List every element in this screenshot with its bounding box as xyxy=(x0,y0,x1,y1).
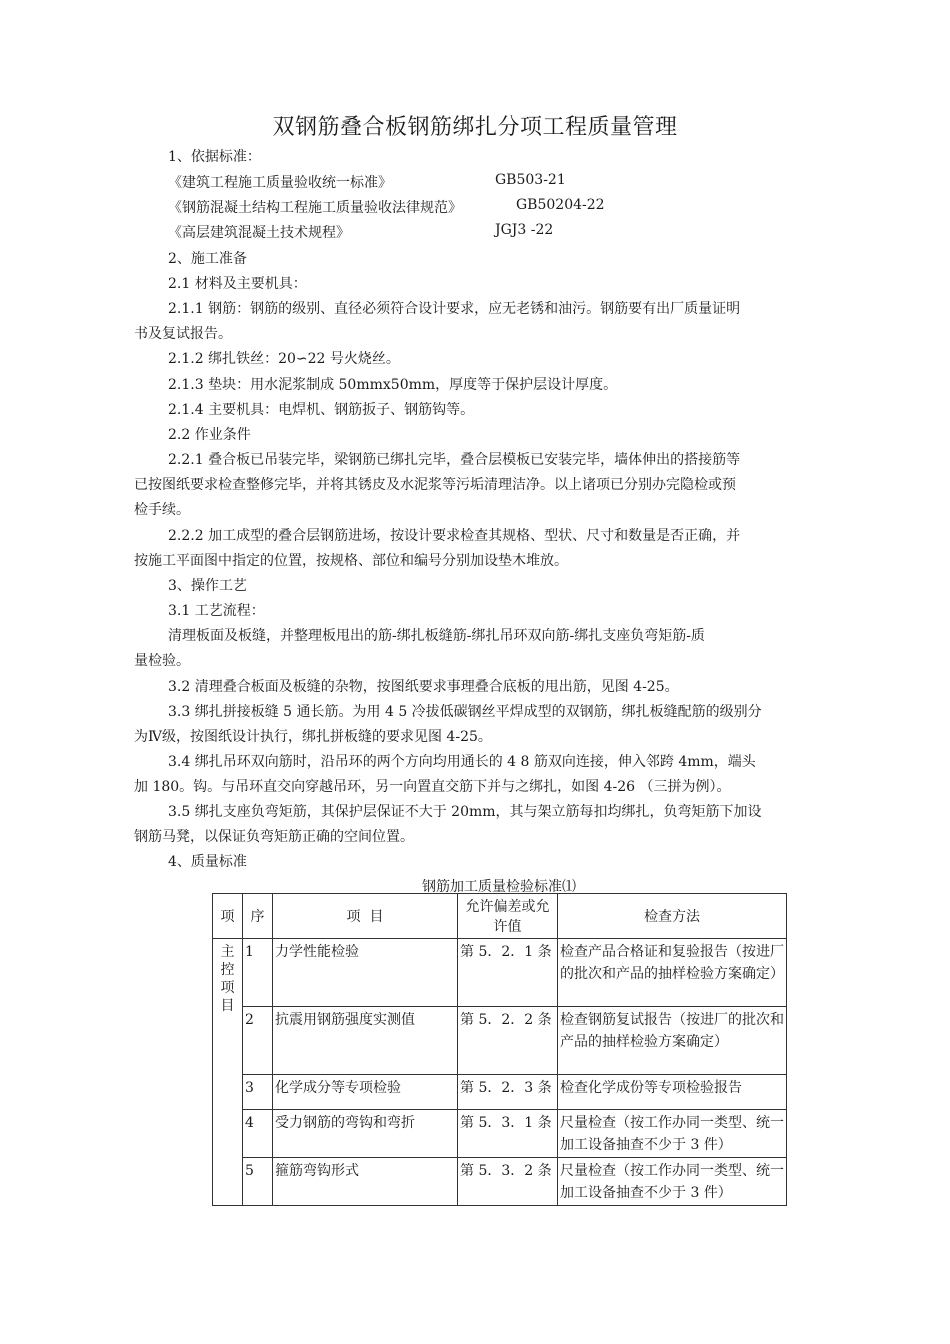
header-category: 项 xyxy=(213,894,243,939)
paragraph-line: 2.1.1 钢筋：钢筋的级别、直径必须符合设计要求，应无老锈和油污。钢筋要有出厂质量证明 xyxy=(168,301,741,317)
standard-code: GB50204-22 xyxy=(516,197,605,213)
paragraph-line: 钢筋马凳，以保证负弯矩筋正确的空间位置。 xyxy=(134,829,414,845)
table-caption: 钢筋加工质量检验标准⑴ xyxy=(422,879,576,895)
standard-name: 《建筑工程施工质量验收统一标准》 xyxy=(168,175,392,191)
paragraph-line: 2.2.1 叠合板已吊装完毕，梁钢筋已绑扎完毕，叠合层模板已安装完毕，墙体伸出的搭接筋等 xyxy=(168,452,741,468)
paragraph-line: 3.4 绑扎吊环双向筋时，沿吊环的两个方向均用通长的 4 8 筋双向连接，伸入邻跨 4mm，端头 xyxy=(168,754,756,770)
quality-standard-table xyxy=(212,893,787,1206)
paragraph-line: 3.3 绑扎拼接板缝 5 通长筋。为用 4 5 冷拔低碳钢丝平焊成型的双钢筋，绑扎板缝配筋的级别分 xyxy=(168,704,762,720)
header-tolerance: 允许偏差或允许值 xyxy=(458,894,558,939)
row-method: 尺量检查（按工作办同一类型、统一加工设备抽查不少于 3 件） xyxy=(558,1158,787,1206)
row-item: 力学性能检验 xyxy=(273,939,458,1007)
paragraph-line: 2.2.2 加工成型的叠合层钢筋进场，按设计要求检查其规格、型状、尺寸和数量是否正确，并 xyxy=(168,528,741,544)
row-number: 3 xyxy=(243,1075,273,1110)
row-method: 检查化学成份等专项检验报告 xyxy=(558,1075,787,1110)
row-number: 1 xyxy=(243,939,273,1007)
subheading: 3.1 工艺流程： xyxy=(168,603,265,619)
paragraph-line: 2.1.2 绑扎铁丝：20∽22 号火烧丝。 xyxy=(168,351,400,367)
table-row xyxy=(213,1075,787,1110)
row-method: 检查钢筋复试报告（按进厂的批次和产品的抽样检验方案确定） xyxy=(558,1007,787,1075)
row-clause: 第 5．2．3 条 xyxy=(458,1075,558,1110)
standard-code: GB503-21 xyxy=(495,172,566,188)
table-row xyxy=(213,1110,787,1158)
table-header-row xyxy=(213,894,787,939)
row-item: 化学成分等专项检验 xyxy=(273,1075,458,1110)
row-clause: 第 5．3．1 条 xyxy=(458,1110,558,1158)
standard-name: 《钢筋混凝土结构工程施工质量验收法律规范》 xyxy=(168,200,462,216)
row-clause: 第 5．2．1 条 xyxy=(458,939,558,1007)
row-number: 2 xyxy=(243,1007,273,1075)
row-number: 4 xyxy=(243,1110,273,1158)
heading-quality: 4、质量标准 xyxy=(168,854,247,870)
heading-preparation: 2、施工准备 xyxy=(168,251,247,267)
row-item: 受力钢筋的弯钩和弯折 xyxy=(273,1110,458,1158)
group-label: 主控项目 xyxy=(220,944,235,1014)
standard-name: 《高层建筑混凝土技术规程》 xyxy=(168,225,350,241)
row-item: 箍筋弯钩形式 xyxy=(273,1158,458,1206)
paragraph-line: 为Ⅳ级，按图纸设计执行，绑扎拼板缝的要求见图 4-25。 xyxy=(134,729,492,745)
row-clause: 第 5．3．2 条 xyxy=(458,1158,558,1206)
header-number: 序 xyxy=(243,894,273,939)
paragraph-line: 已按图纸要求检查整修完毕，并将其锈皮及水泥浆等污垢清理洁净。以上诸项已分别办完隐检或预 xyxy=(134,477,736,493)
row-method: 检查产品合格证和复验报告（按进厂的批次和产品的抽样检验方案确定） xyxy=(558,939,787,1007)
row-number: 5 xyxy=(243,1158,273,1206)
paragraph-line: 2.1.4 主要机具：电焊机、钢筋扳子、钢筋钩等。 xyxy=(168,402,475,418)
paragraph-line: 3.2 清理叠合板面及板缝的杂物，按图纸要求事理叠合底板的甩出筋，见图 4-25。 xyxy=(168,679,679,695)
subheading: 2.1 材料及主要机具： xyxy=(168,276,307,292)
subheading: 2.2 作业条件 xyxy=(168,427,251,443)
paragraph-line: 3.5 绑扎支座负弯矩筋，其保护层保证不大于 20mm，其与架立筋每扣均绑扎，负弯矩筋下加设 xyxy=(168,804,762,820)
paragraph-line: 按施工平面图中指定的位置，按规格、部位和编号分别加设垫木堆放。 xyxy=(134,553,568,569)
heading-basis: 1、依据标准： xyxy=(168,149,261,165)
paragraph-line: 检手续。 xyxy=(134,502,190,518)
table-row xyxy=(213,1158,787,1206)
document-title: 双钢筋叠合板钢筋绑扎分项工程质量管理 xyxy=(272,115,678,140)
paragraph-line: 清理板面及板缝，并整理板甩出的筋-绑扎板缝筋-绑扎吊环双向筋-绑扎支座负弯矩筋-质 xyxy=(168,628,705,644)
standard-code: JGJ3 -22 xyxy=(495,222,554,238)
table-row xyxy=(213,1007,787,1075)
paragraph-line: 书及复试报告。 xyxy=(134,326,232,342)
row-method: 尺量检查（按工作办同一类型、统一加工设备抽查不少于 3 件） xyxy=(558,1110,787,1158)
paragraph-line: 2.1.3 垫块：用水泥浆制成 50mmx50mm，厚度等于保护层设计厚度。 xyxy=(168,377,618,393)
table-row xyxy=(213,939,787,1007)
paragraph-line: 量检验。 xyxy=(134,653,190,669)
header-item: 项 目 xyxy=(273,894,458,939)
header-method: 检查方法 xyxy=(558,894,787,939)
row-item: 抗震用钢筋强度实测值 xyxy=(273,1007,458,1075)
group-label-cell xyxy=(213,939,243,1206)
paragraph-line: 加 180。钩。与吊环直交向穿越吊环，另一向置直交筋下并与之绑扎，如图 4-26 （三拼为例）。 xyxy=(134,779,731,795)
row-clause: 第 5．2．2 条 xyxy=(458,1007,558,1075)
heading-operation: 3、操作工艺 xyxy=(168,578,247,594)
